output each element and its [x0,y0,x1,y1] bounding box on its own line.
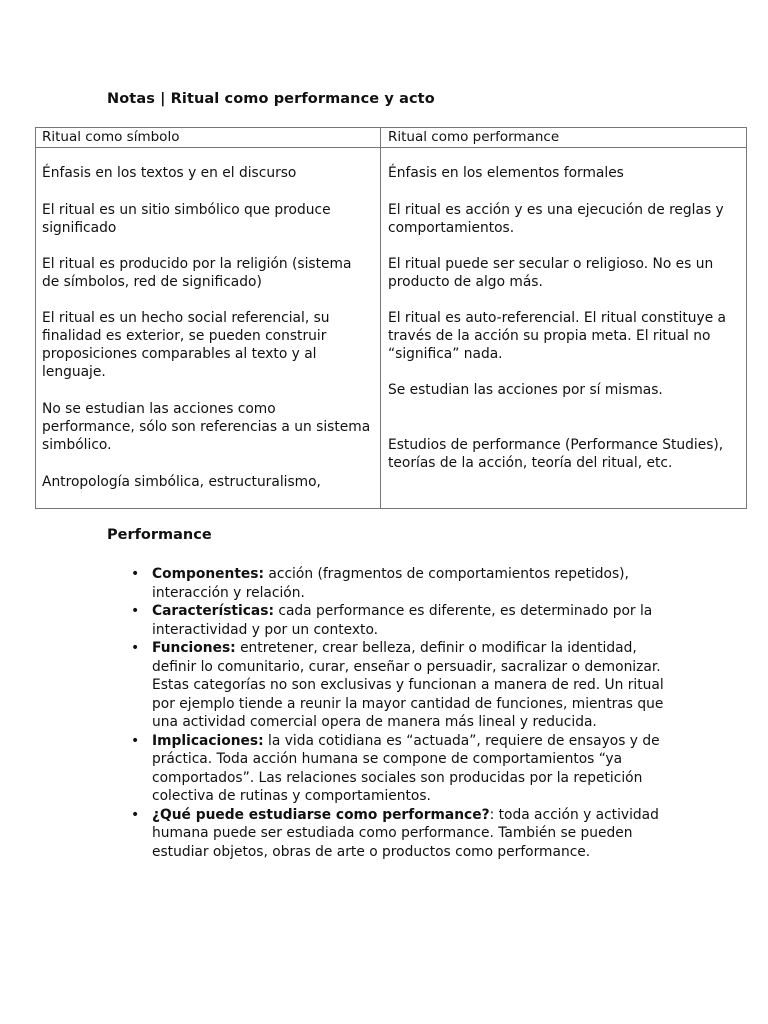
list-item [131,639,664,732]
bullet-term: Implicaciones: [152,732,264,749]
bullet-term: Componentes: [152,566,265,582]
left-cell: El ritual es producido por la religión (sistema de símbolos, red de significado) [42,256,352,290]
bullet-text: entretener, crear belleza, definir o modificar la identidad, definir lo comunitario, curar, enseñar o persuadir, sacralizar o demonizar. Estas categorías no son exclusivas y funcionan a manera de red. Un ritual por ejemplo tiende a reunir la mayor cantidad de funciones, mientras que una actividad comercial opera de manera más lineal y reducida. [152,640,664,730]
header-divider [36,147,746,148]
bullet-text: cada performance es diferente, es determinado por la interactividad y por un contexto. [152,603,653,638]
left-cell: Antropología simbólica, estructuralismo, [42,474,321,490]
right-column-header: Ritual como performance [388,129,560,145]
right-cell: Estudios de performance (Performance Studies), teorías de la acción, teoría del ritual, etc. [388,437,724,471]
left-cell: El ritual es un sitio simbólico que produce significado [42,202,331,236]
bullet-icon: • [131,640,140,656]
column-divider [380,128,381,508]
left-cell: No se estudian las acciones como performance, sólo son referencias a un sistema simbólico. [42,401,371,453]
bullet-icon: • [131,806,140,823]
bullet-icon: • [131,603,140,619]
right-cell: Énfasis en los elementos formales [388,165,624,181]
bullet-term: Funciones: [152,640,236,656]
left-column-header: Ritual como símbolo [42,129,180,145]
bullet-term: Características: [152,603,274,619]
bullet-icon: • [131,732,140,749]
comparison-table [35,127,747,509]
left-cell: Énfasis en los textos y en el discurso [42,165,297,181]
list-item [131,806,664,862]
bullet-text: la vida cotidiana es “actuada”, requiere de ensayos y de práctica. Toda acción humana se compone de comportamientos “ya comportados”. Las relaciones sociales son producidas por la repetición colectiva de rutinas y comportamientos. [152,732,660,804]
left-cell: El ritual es un hecho social referencial, su finalidad es exterior, se pueden construir proposiciones comparables al texto y al lenguaje. [42,310,330,380]
page-title: Notas | Ritual como performance y acto [107,91,435,107]
bullet-text: acción (fragmentos de comportamientos repetidos), interacción y relación. [152,566,629,601]
bullet-list [131,565,664,861]
bullet-icon: • [131,566,140,582]
section-heading: Performance [107,527,212,543]
right-cell: El ritual puede ser secular o religioso. No es un producto de algo más. [388,256,714,290]
right-cell: Se estudian las acciones por sí mismas. [388,382,663,398]
list-item [131,732,664,806]
right-cell: El ritual es auto-referencial. El ritual constituye a través de la acción su propia meta. El ritual no “significa” nada. [388,310,727,362]
bullet-text: : toda acción y actividad humana puede ser estudiada como performance. También se pueden estudiar objetos, obras de arte o productos como performance. [152,806,659,860]
list-item [131,565,664,602]
bullet-term: ¿Qué puede estudiarse como performance? [152,806,490,823]
right-cell: El ritual es acción y es una ejecución de reglas y comportamientos. [388,202,724,236]
list-item [131,602,664,639]
